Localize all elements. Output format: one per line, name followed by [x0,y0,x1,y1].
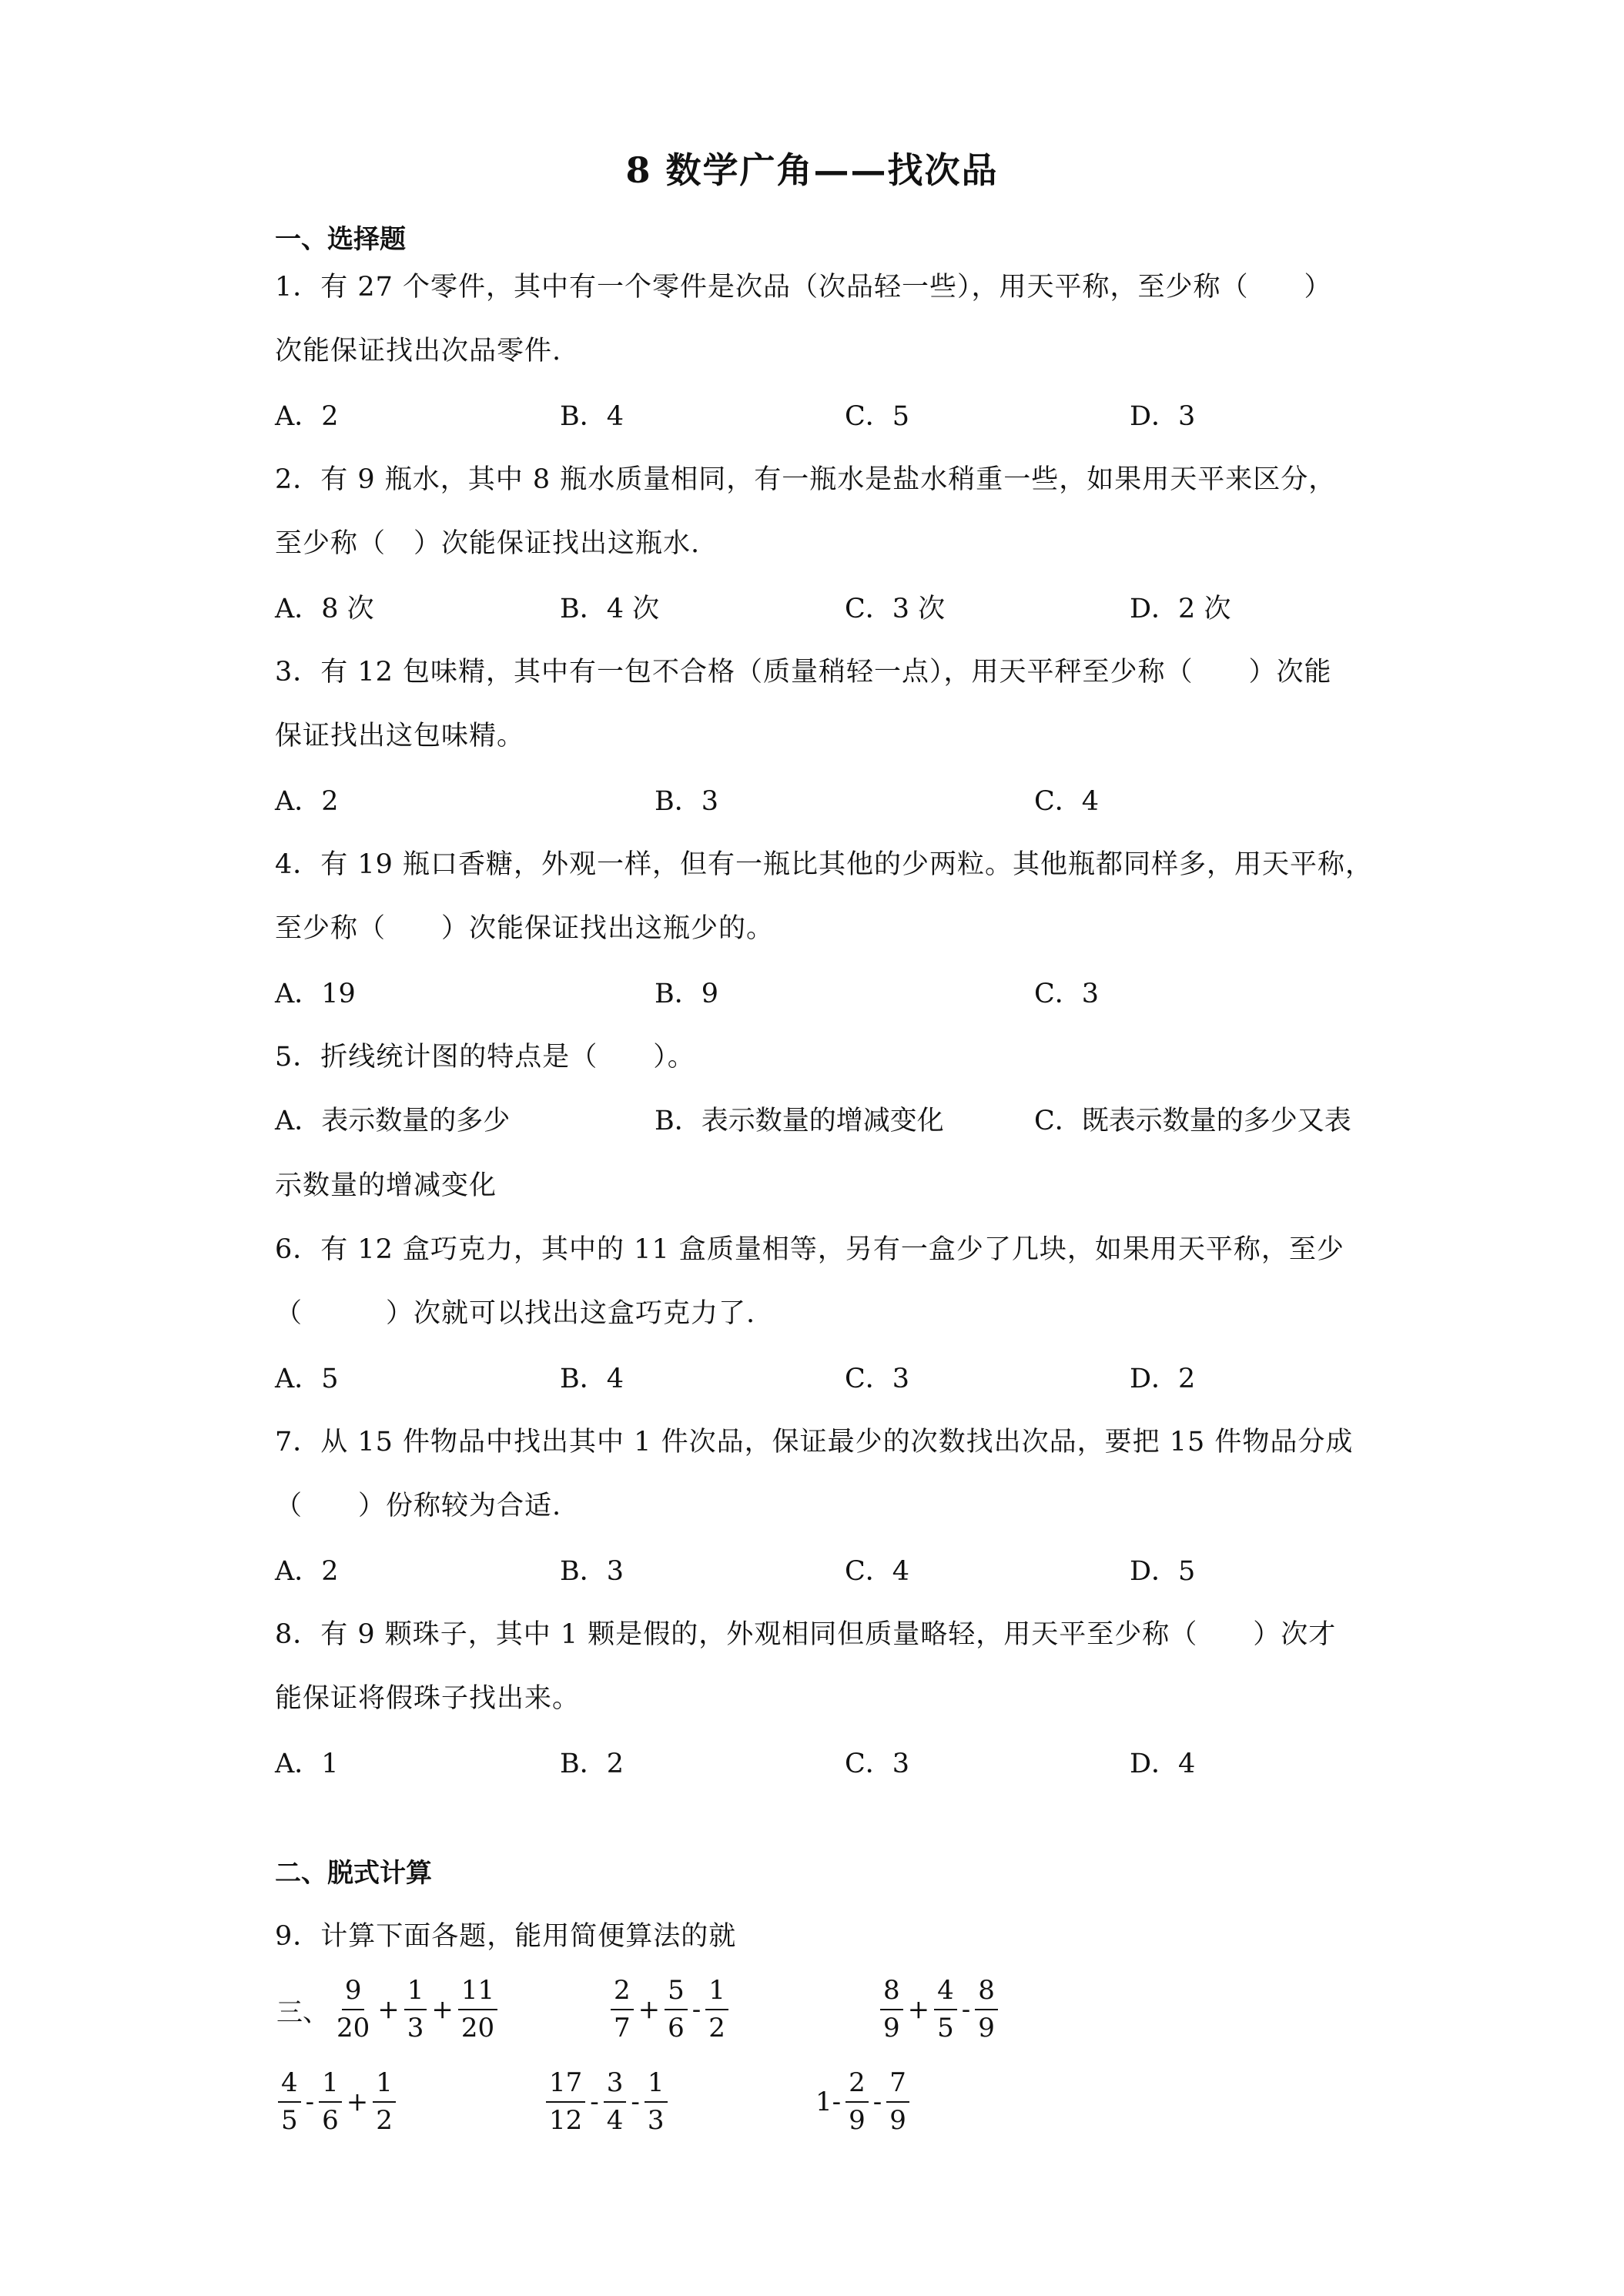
fraction [975,1976,998,2043]
question-2-line-1: 2．有 9 瓶水，其中 8 瓶水质量相同，有一瓶水是盐水稍重一些，如果用天平来区分， [275,464,1337,495]
question-9-text: 9．计算下面各题，能用简便算法的就 [275,1921,737,1952]
fraction [845,2068,869,2136]
numerator: 4 [278,2068,301,2103]
question-4-line-1: 4．有 19 瓶口香糖，外观一样，但有一瓶比其他的少两粒。其他瓶都同样多，用天平称， [275,849,1374,880]
denominator: 6 [668,2013,685,2043]
operator: + [346,2087,369,2117]
option-c[interactable]: C．3 [845,1364,910,1394]
question-5-options [275,1099,1368,1138]
numerator: 1 [319,2068,342,2103]
question-8-line-2: 能保证将假珠子找出来。 [275,1683,581,1714]
fraction [611,1976,634,2043]
option-b[interactable]: B．2 [560,1749,624,1779]
numerator: 7 [886,2068,909,2103]
question-1-line-1: 1．有 27 个零件，其中有一个零件是次品（次品轻一些），用天平称，至少称（ ） [275,272,1332,303]
denominator: 5 [937,2013,954,2043]
denominator: 9 [978,2013,995,2043]
fraction [546,2068,585,2136]
question-7-line-1: 7．从 15 件物品中找出其中 1 件次品，保证最少的次数找出次品，要把 15 件物品分成 [275,1427,1354,1458]
question-2-options [275,587,1368,626]
option-d[interactable]: D．4 [1130,1749,1196,1779]
option-a[interactable]: A．2 [275,786,339,817]
numerator: 1 [404,1976,427,2010]
numerator: 1 [705,1976,728,2010]
fraction [665,1976,688,2043]
denominator: 3 [407,2013,424,2043]
operator: - [305,2087,315,2117]
option-d[interactable]: D．5 [1130,1556,1196,1587]
option-c[interactable]: C．3 [845,1749,910,1779]
denominator: 2 [708,2013,725,2043]
fraction [934,1976,957,2043]
question-8-options [275,1742,1368,1781]
fraction [319,2068,342,2136]
denominator: 9 [849,2105,866,2136]
operator: + [377,1994,400,2025]
option-a[interactable]: A．2 [275,1556,339,1587]
expression [275,2060,399,2144]
operator: - [961,1994,971,2025]
section-heading-choice: 一、选择题 [275,224,406,255]
question-6-line-2: （ ）次就可以找出这盒巧克力了. [275,1298,756,1329]
denominator: 20 [460,2013,495,2043]
operator: - [872,2087,882,2117]
fraction [880,1976,903,2043]
option-b[interactable]: B．9 [655,979,718,1009]
page-title: 8 数学广角——找次品 [625,149,999,191]
numerator: 8 [880,1976,903,2010]
option-c[interactable]: C．3 [1034,979,1100,1009]
option-d[interactable]: D．2 次 [1130,594,1231,624]
question-1-options [275,395,1368,433]
operator: + [907,1994,930,2025]
section-three-prefix: 三、 [276,1996,329,2028]
question-2-line-2: 至少称（ ）次能保证找出这瓶水. [275,528,701,559]
option-c[interactable]: C．5 [845,401,910,432]
denominator: 6 [322,2105,339,2136]
option-c[interactable]: C．4 [1034,786,1100,817]
expression [608,1967,732,2052]
numerator: 1 [373,2068,396,2103]
option-a[interactable]: A．8 次 [275,594,374,624]
numerator: 9 [342,1976,365,2010]
option-a[interactable]: A．5 [275,1364,339,1394]
option-b[interactable]: B．3 [560,1556,624,1587]
fraction [886,2068,909,2136]
question-3-options [275,780,1368,818]
option-d[interactable]: D．3 [1130,401,1196,432]
numerator: 2 [845,2068,869,2103]
fraction [333,1976,373,2043]
operator: + [638,1994,661,2025]
operator: + [431,1994,454,2025]
fraction [645,2068,668,2136]
denominator: 12 [549,2105,583,2136]
option-c[interactable]: C．4 [845,1556,910,1587]
numerator: 4 [934,1976,957,2010]
denominator: 4 [606,2105,624,2136]
denominator: 9 [889,2105,906,2136]
question-7-line-2: （ ）份称较为合适. [275,1491,562,1521]
fraction [278,2068,301,2136]
numerator: 1 [645,2068,668,2103]
option-b[interactable]: B．4 次 [560,594,660,624]
option-a[interactable]: A．2 [275,401,339,432]
operator: - [631,2087,640,2117]
expression-row-2 [275,2060,1368,2144]
numerator: 5 [665,1976,688,2010]
option-b[interactable]: B．表示数量的增减变化 [655,1106,944,1136]
section-heading-calculation: 二、脱式计算 [275,1858,432,1889]
numerator: 3 [604,2068,627,2103]
option-d[interactable]: D．2 [1130,1364,1196,1394]
denominator: 5 [281,2105,298,2136]
question-1-line-2: 次能保证找出次品零件. [275,336,562,366]
question-3-line-1: 3．有 12 包味精，其中有一包不合格（质量稍轻一点），用天平秤至少称（ ）次能 [275,657,1332,688]
operator: 1- [815,2087,842,2117]
numerator: 11 [458,1976,497,2010]
question-6-options [275,1357,1368,1396]
question-5-option-c-continuation: 示数量的增减变化 [275,1170,497,1201]
denominator: 3 [647,2105,665,2136]
fraction [458,1976,497,2043]
operator: - [691,1994,702,2025]
expression-row-1 [275,1967,1368,2052]
numerator: 2 [611,1976,634,2010]
fraction [404,1976,427,2043]
option-b[interactable]: B．4 [560,401,624,432]
fraction [604,2068,627,2136]
denominator: 9 [883,2013,900,2043]
question-3-line-2: 保证找出这包味精。 [275,721,525,751]
option-a[interactable]: A．表示数量的多少 [275,1106,511,1136]
numerator: 8 [975,1976,998,2010]
option-b[interactable]: B．3 [655,786,718,817]
numerator: 17 [546,2068,585,2103]
option-b[interactable]: B．4 [560,1364,624,1394]
option-a[interactable]: A．1 [275,1749,339,1779]
option-c[interactable]: C．3 次 [845,594,946,624]
question-4-options [275,972,1368,1011]
question-4-line-2: 至少称（ ）次能保证找出这瓶少的。 [275,913,775,944]
fraction [373,2068,396,2136]
option-a[interactable]: A．19 [275,979,356,1009]
expression [814,2060,912,2144]
denominator: 2 [376,2105,393,2136]
expression [275,1967,501,2052]
question-8-line-1: 8．有 9 颗珠子，其中 1 颗是假的，外观相同但质量略轻，用天平至少称（ ）次才 [275,1619,1337,1650]
operator: - [590,2087,599,2117]
denominator: 7 [614,2013,631,2043]
fraction [705,1976,728,2043]
question-6-line-1: 6．有 12 盒巧克力，其中的 11 盒质量相等，另有一盒少了几块，如果用天平称，至少 [275,1234,1344,1265]
denominator: 20 [337,2013,370,2043]
option-c[interactable]: C．既表示数量的多少又表 [1034,1106,1351,1136]
question-5-line-1: 5．折线统计图的特点是（ ）。 [275,1042,695,1073]
expression [543,2060,671,2144]
expression [877,1967,1001,2052]
question-7-options [275,1550,1368,1588]
